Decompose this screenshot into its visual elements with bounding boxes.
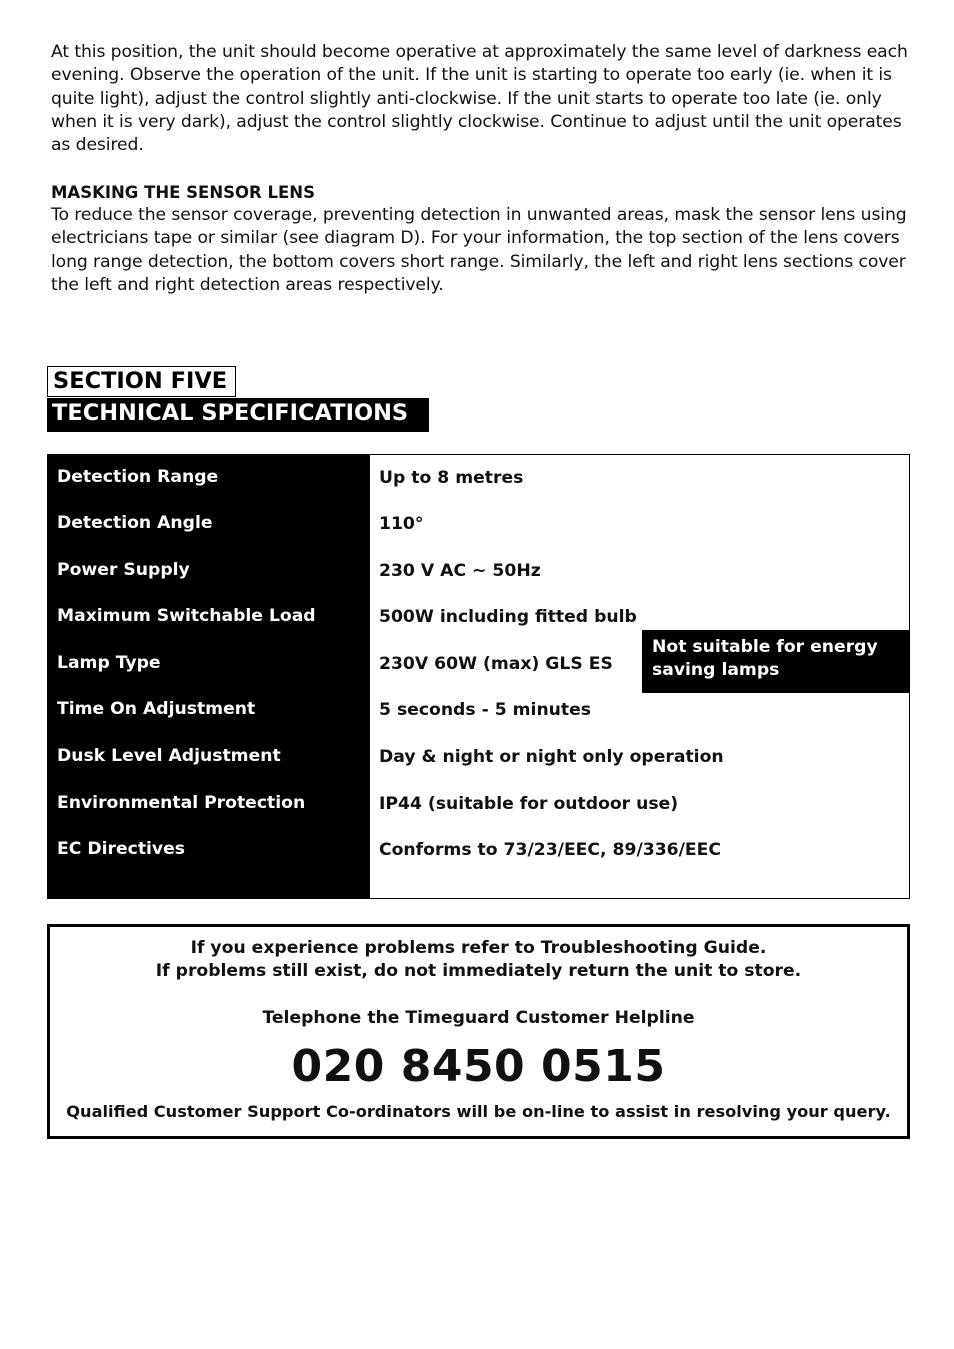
masking-heading: MASKING THE SENSOR LENS — [51, 183, 315, 202]
spec-label: Dusk Level Adjustment — [57, 746, 281, 766]
troubleshooting-notice: If you experience problems refer to Troubleshooting Guide. — [190, 938, 767, 958]
spec-row-detection-angle — [48, 506, 909, 552]
return-notice: If problems still exist, do not immediately return the unit to store. — [155, 961, 802, 981]
section-title: TECHNICAL SPECIFICATIONS — [47, 398, 429, 432]
spec-value: 5 seconds - 5 minutes — [379, 700, 592, 720]
section-label: SECTION FIVE — [47, 366, 236, 397]
helpline-box — [47, 924, 910, 1139]
spec-table — [47, 454, 910, 899]
spec-label: Environmental Protection — [57, 793, 306, 813]
helpline-phone-number: 020 8450 0515 — [291, 1041, 666, 1092]
spec-value: Up to 8 metres — [379, 468, 524, 488]
spec-value: Day & night or night only operation — [379, 747, 724, 767]
spec-value: Conforms to 73/23/EEC, 89/336/EEC — [379, 840, 721, 860]
spec-value: 230V 60W (max) GLS ES — [379, 654, 613, 674]
intro-paragraph: At this position, the unit should become operative at approximately the same level of darkness each evening. Observe the operation of the unit. If the unit is starting to operate too early (ie. when it is quite light), adjust the control slightly anti-clockwise. If the unit starts to operate too late (ie. only when it is very dark), adjust the control slightly clockwise. Continue to adjust until the unit operates as desired. — [51, 42, 908, 156]
spec-row-detection-range — [48, 460, 909, 506]
spec-label: Time On Adjustment — [57, 699, 256, 719]
support-notice: Qualified Customer Support Co-ordinators will be on-line to assist in resolving your query. — [66, 1102, 891, 1121]
spec-row-dusk-level — [48, 739, 909, 785]
helpline-caption: Telephone the Timeguard Customer Helpline — [262, 1008, 695, 1028]
spec-value: 500W including fitted bulb — [379, 607, 637, 627]
spec-label: EC Directives — [57, 839, 186, 859]
spec-label: Maximum Switchable Load — [57, 606, 316, 626]
spec-row-time-on — [48, 692, 909, 738]
spec-row-power-supply — [48, 553, 909, 599]
spec-label: Detection Angle — [57, 513, 213, 533]
masking-body: To reduce the sensor coverage, preventing detection in unwanted areas, mask the sensor lens using electricians tape or similar (see diagram D). For your information, the top section of the lens covers long range detection, the bottom covers short range. Similarly, the left and right lens sections cover the left and right detection areas respectively. — [51, 205, 907, 295]
spec-value: 230 V AC ~ 50Hz — [379, 561, 541, 581]
spec-row-environmental — [48, 786, 909, 832]
spec-label: Detection Range — [57, 467, 219, 487]
lamp-warning-note: Not suitable for energy saving lamps — [642, 630, 910, 693]
spec-value: 110° — [379, 514, 424, 534]
spec-label: Lamp Type — [57, 653, 161, 673]
spec-value: IP44 (suitable for outdoor use) — [379, 794, 679, 814]
spec-row-ec-directives — [48, 832, 909, 878]
spec-label: Power Supply — [57, 560, 190, 580]
